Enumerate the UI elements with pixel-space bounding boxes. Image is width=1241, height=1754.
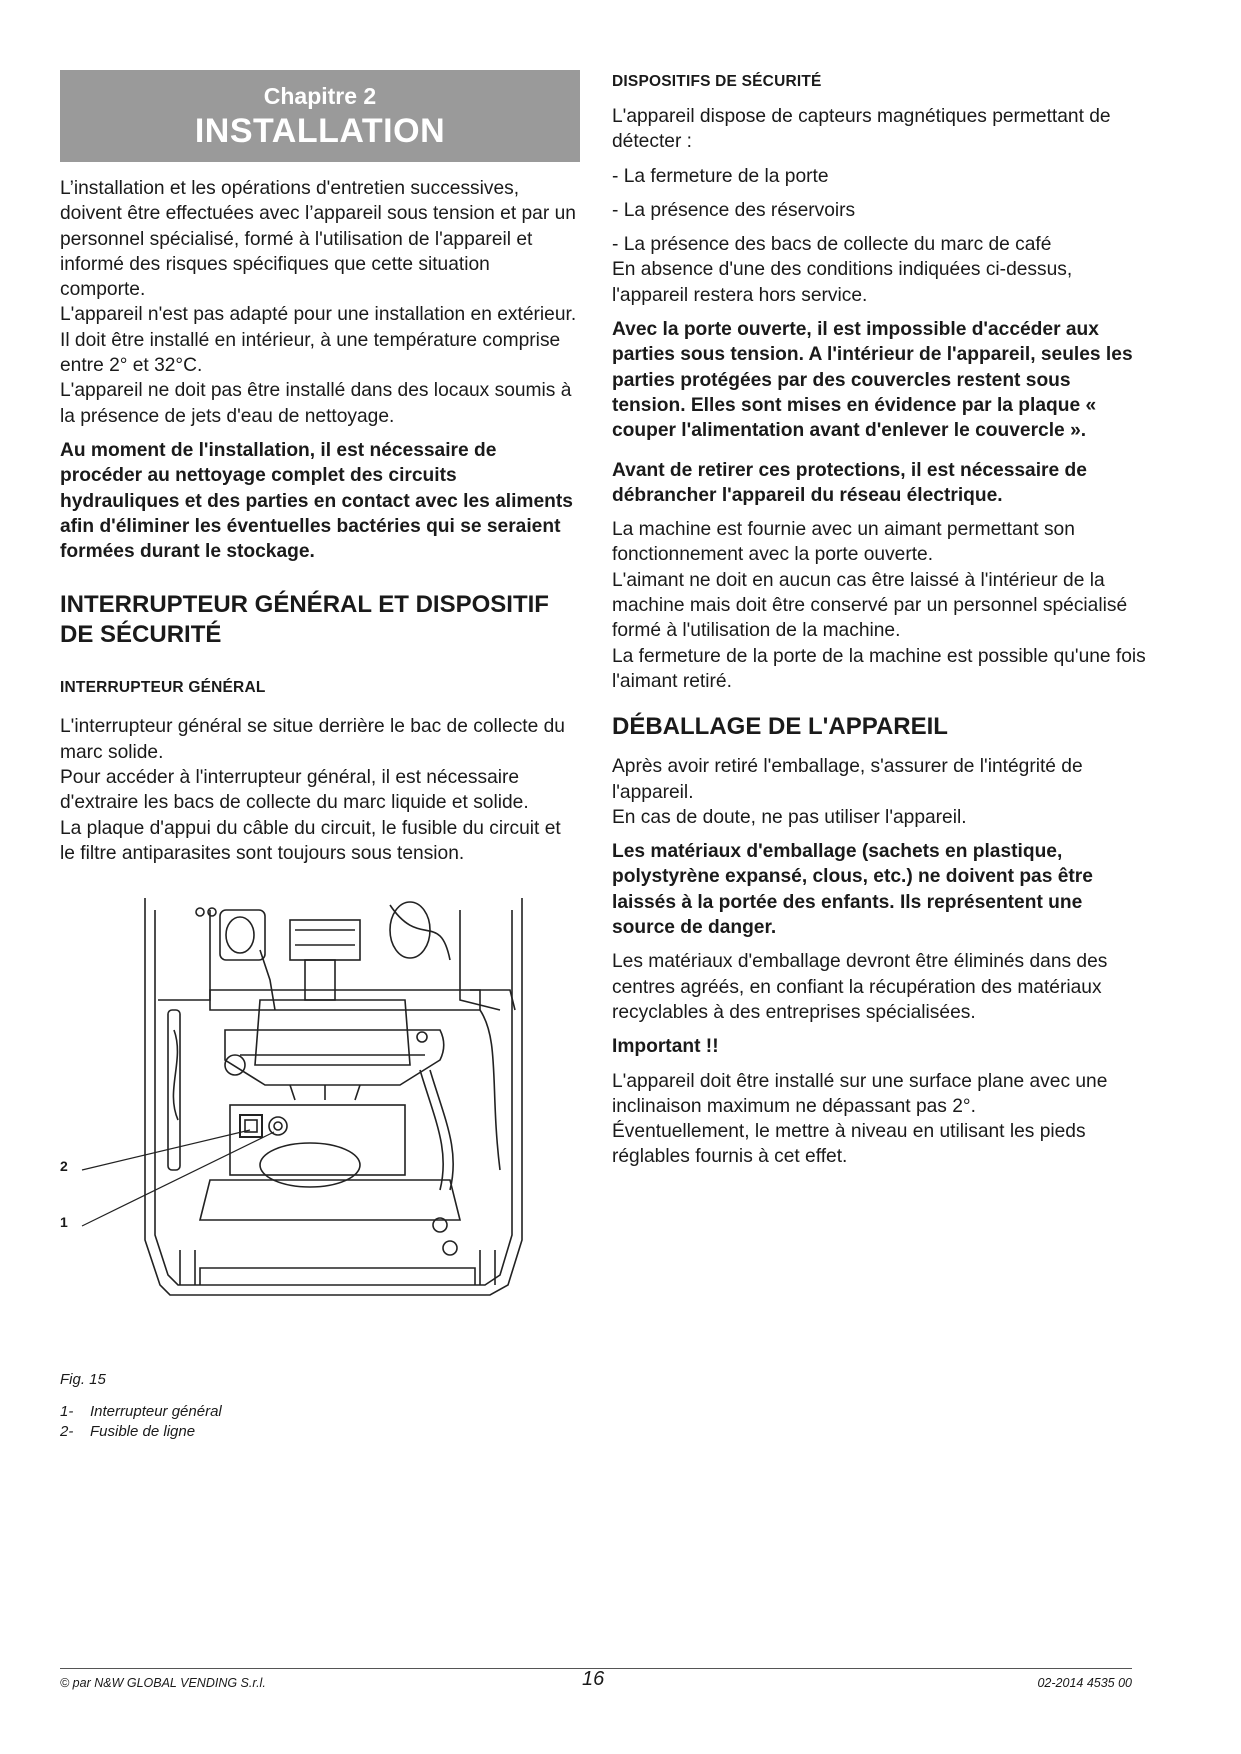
intro-paragraph-2: L'appareil n'est pas adapté pour une installation en extérieur. Il doit être installé en intérieur, à une température comprise entre 2° et 32°C. [60, 304, 577, 377]
callout-line-2 [82, 1130, 250, 1170]
legend-number: 1- [60, 1403, 74, 1421]
section-title-switch-security: INTERRUPTEUR GÉNÉRAL ET DISPOSITIF DE SÉCURITÉ [60, 591, 549, 649]
page-number: 16 [582, 1668, 605, 1690]
disposal-paragraph: Les matériaux d'emballage devront être éliminés dans des centres agréés, en confiant la récupération des matériaux recyclables à des entreprises spécialisées. [612, 951, 1108, 1023]
security-devices-title: DISPOSITIFS DE SÉCURITÉ [612, 73, 822, 90]
legend-text: Fusible de ligne [90, 1423, 196, 1441]
chapter-title: INSTALLATION [194, 112, 446, 150]
chapter-header [60, 70, 580, 162]
security-item-bins: - La présence des bacs de collecte du marc de café [612, 234, 1052, 256]
unpack-paragraph-2: En cas de doute, ne pas utiliser l'appareil. [612, 806, 967, 828]
security-item-tanks: - La présence des réservoirs [612, 199, 856, 221]
magnet-paragraph-1: La machine est fournie avec un aimant permettant son fonctionnement avec la porte ouverte. [612, 519, 1075, 566]
switch-paragraph-3: La plaque d'appui du câble du circuit, le fusible du circuit et le filtre antiparasites sont toujours sous tension. [60, 817, 561, 864]
important-label: Important !! [612, 1036, 719, 1058]
door-open-warning: Avec la porte ouverte, il est impossible d'accéder aux parties sous tension. A l'intérieur de l'appareil, seules les parties protégées par des couvercles restent sous tension. Elles sont mises en évidence par la plaque « couper l'alimentation avant d'enlever le couvercle ». [612, 319, 1133, 442]
figure-caption: Fig. 15 [60, 1371, 106, 1389]
chapter-label: Chapitre 2 [263, 83, 377, 109]
figure-legend [60, 1402, 580, 1442]
callout-line-1 [82, 1132, 274, 1226]
legend-item [60, 1422, 580, 1442]
installation-warning: Au moment de l'installation, il est nécessaire de procéder au nettoyage complet des circuits hydrauliques et des parties en contact avec les aliments afin d'éliminer les éventuelles bactéries qui se seraient formées durant le stockage. [60, 439, 573, 563]
packaging-warning: Les matériaux d'emballage (sachets en plastique, polystyrène expansé, clous, etc.) ne doivent pas être laissés à la portée des enfants. Ils représentent une source de danger. [612, 841, 1093, 939]
callout-label-2: 2 [60, 1158, 68, 1175]
magnet-paragraph-2: L'aimant ne doit en aucun cas être laissé à l'intérieur de la machine mais doit être conservé par un personnel spécialisé formé à l'utilisation de la machine. [612, 569, 1128, 642]
unpack-paragraph-1: Après avoir retiré l'emballage, s'assurer de l'intégrité de l'appareil. [612, 756, 1083, 803]
intro-paragraph-3: L'appareil ne doit pas être installé dans des locaux soumis à la présence de jets d'eau de nettoyage. [60, 380, 572, 427]
security-intro: L'appareil dispose de capteurs magnétiques permettant de détecter : [612, 106, 1111, 153]
security-absence: En absence d'une des conditions indiquées ci-dessus, l'appareil restera hors service. [612, 259, 1073, 306]
important-paragraph-1: L'appareil doit être installé sur une surface plane avec une inclinaison maximum ne dépassant pas 2°. [612, 1070, 1108, 1117]
left-column [60, 70, 580, 1442]
important-paragraph-2: Éventuellement, le mettre à niveau en utilisant les pieds réglables fournis à cet effet. [612, 1121, 1086, 1168]
magnet-paragraph-3: La fermeture de la porte de la machine est possible qu'une fois l'aimant retiré. [612, 645, 1146, 692]
unpacking-title: DÉBALLAGE DE L'APPAREIL [612, 713, 948, 741]
intro-paragraph-1: L’installation et les opérations d'entretien successives, doivent être effectuées avec l’appareil sous tension et par un personnel spécialisé, formé à l'utilisation de l'appareil et informé des risques spécifiques que cette situation comporte. [60, 178, 576, 301]
unplug-warning: Avant de retirer ces protections, il est nécessaire de débrancher l'appareil du réseau électrique. [612, 459, 1087, 506]
legend-number: 2- [60, 1423, 74, 1441]
machine-interior-drawing [60, 890, 580, 1360]
subsection-title-main-switch: INTERRUPTEUR GÉNÉRAL [60, 679, 266, 697]
callout-label-1: 1 [60, 1214, 68, 1231]
switch-paragraph-1: L'interrupteur général se situe derrière le bac de collecte du marc solide. [60, 716, 565, 763]
legend-text: Interrupteur général [90, 1403, 222, 1421]
footer-copyright: © par N&W GLOBAL VENDING S.r.l. [60, 1676, 266, 1690]
legend-item [60, 1402, 580, 1422]
footer-doc-code: 02-2014 4535 00 [1037, 1676, 1132, 1690]
figure-machine-interior [60, 890, 580, 1360]
right-column [612, 70, 1147, 1170]
switch-paragraph-2: Pour accéder à l'interrupteur général, il est nécessaire d'extraire les bacs de collecte du marc liquide et solide. [60, 767, 529, 814]
security-item-door: - La fermeture de la porte [612, 165, 829, 187]
